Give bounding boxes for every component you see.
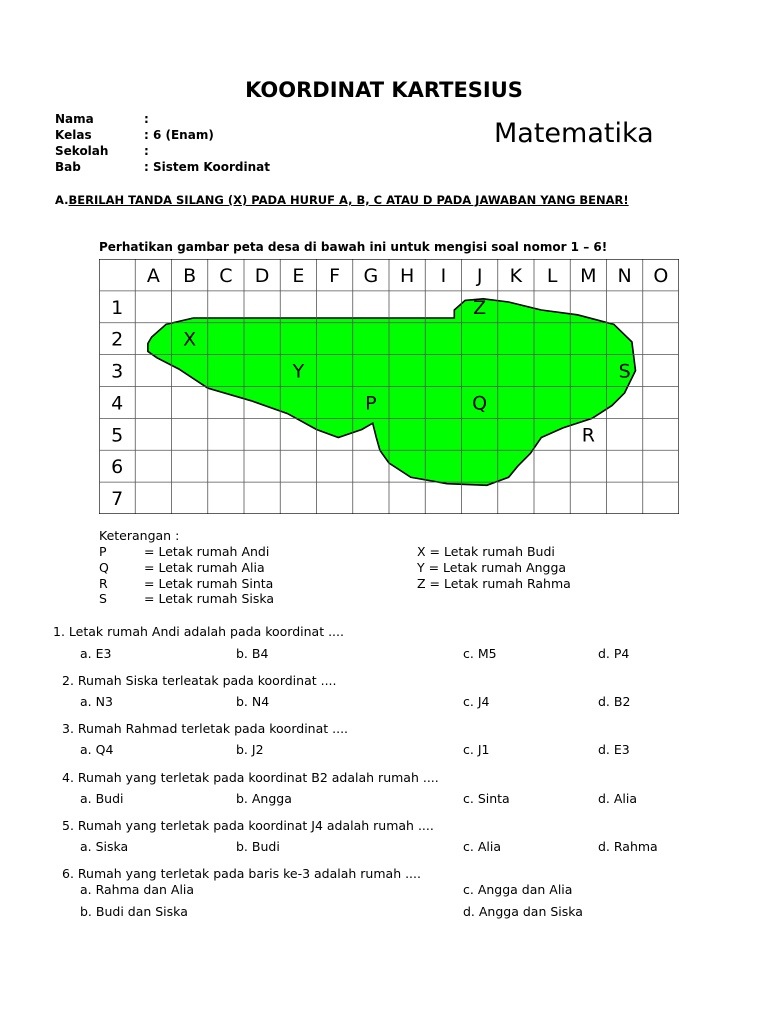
option-d[interactable]: d. Rahma — [598, 839, 658, 854]
option-d[interactable]: d. E3 — [598, 742, 630, 757]
identity-value-school: : — [144, 144, 149, 158]
option-d[interactable]: d. Angga dan Siska — [463, 904, 583, 919]
map-intro: Perhatikan gambar peta desa di bawah ini untuk mengisi soal nomor 1 – 6! — [99, 240, 608, 254]
row-header: 2 — [111, 328, 124, 351]
subject-heading: Matematika — [494, 118, 654, 149]
identity-value-chapter: : Sistem Koordinat — [144, 160, 271, 174]
legend-desc-q: = Letak rumah Alia — [144, 560, 265, 575]
option-a[interactable]: a. N3 — [80, 694, 113, 709]
option-c[interactable]: c. Alia — [463, 839, 501, 854]
instruction-text: BERILAH TANDA SILANG (X) PADA HURUF A, B, C ATAU D PADA JAWABAN YANG BENAR! — [68, 193, 629, 207]
identity-label-school: Sekolah — [55, 144, 109, 158]
column-header: B — [183, 264, 197, 287]
legend-heading: Keterangan : — [99, 528, 180, 543]
option-b[interactable]: b. Budi — [236, 839, 280, 854]
legend-key-p: P — [99, 544, 107, 559]
option-a[interactable]: a. E3 — [80, 646, 112, 661]
identity-label-class: Kelas — [55, 128, 92, 142]
option-b[interactable]: b. Angga — [236, 791, 292, 806]
legend-desc-p: = Letak rumah Andi — [144, 544, 270, 559]
column-header: F — [329, 264, 341, 287]
option-b[interactable]: b. B4 — [236, 646, 269, 661]
option-d[interactable]: d. B2 — [598, 694, 631, 709]
column-header: A — [146, 264, 160, 287]
column-header: K — [509, 264, 523, 287]
option-c[interactable]: c. Sinta — [463, 791, 510, 806]
column-header: G — [363, 264, 379, 287]
house-marker-r: R — [581, 424, 595, 447]
legend-right-x: X = Letak rumah Budi — [417, 544, 555, 559]
column-header: E — [292, 264, 305, 287]
village-region — [148, 296, 636, 486]
question-text: 2. Rumah Siska terleatak pada koordinat .... — [62, 673, 337, 688]
identity-label-chapter: Bab — [55, 160, 81, 174]
column-header: L — [546, 264, 558, 287]
column-header: O — [653, 264, 669, 287]
question-text: 1. Letak rumah Andi adalah pada koordinat .... — [53, 624, 344, 639]
legend-key-s: S — [99, 591, 107, 606]
question-text: 4. Rumah yang terletak pada koordinat B2 adalah rumah .... — [62, 770, 439, 785]
row-header: 4 — [111, 392, 124, 415]
column-header: H — [399, 264, 415, 287]
option-c[interactable]: c. J1 — [463, 742, 490, 757]
house-marker-y: Y — [292, 360, 305, 383]
house-marker-s: S — [618, 360, 631, 383]
house-marker-p: P — [365, 392, 377, 415]
page-title: KOORDINAT KARTESIUS — [245, 78, 523, 102]
column-header: N — [617, 264, 632, 287]
identity-value-class: : 6 (Enam) — [144, 128, 214, 142]
option-b[interactable]: b. N4 — [236, 694, 270, 709]
option-c[interactable]: c. J4 — [463, 694, 490, 709]
legend-desc-r: = Letak rumah Sinta — [144, 576, 274, 591]
instruction-prefix: A. — [55, 193, 69, 207]
row-header: 7 — [111, 488, 124, 511]
house-marker-z: Z — [473, 296, 487, 319]
identity-label-name: Nama — [55, 112, 94, 126]
column-header: J — [476, 264, 483, 287]
house-marker-x: X — [183, 328, 197, 351]
option-a[interactable]: a. Siska — [80, 839, 129, 854]
question-text: 3. Rumah Rahmad terletak pada koordinat .... — [62, 721, 349, 736]
question-text: 5. Rumah yang terletak pada koordinat J4 adalah rumah .... — [62, 818, 434, 833]
column-header: C — [219, 264, 233, 287]
row-header: 1 — [111, 296, 124, 319]
option-b[interactable]: b. Budi dan Siska — [80, 904, 188, 919]
column-header: I — [440, 264, 447, 287]
option-c[interactable]: c. M5 — [463, 646, 497, 661]
identity-value-name: : — [144, 112, 149, 126]
row-header: 3 — [111, 360, 124, 383]
house-marker-q: Q — [472, 392, 488, 415]
column-header: D — [254, 264, 270, 287]
row-header: 5 — [111, 424, 124, 447]
option-a[interactable]: a. Rahma dan Alia — [80, 882, 195, 897]
village-map-grid — [99, 259, 679, 514]
instruction — [55, 193, 629, 207]
option-d[interactable]: d. P4 — [598, 646, 630, 661]
column-header: M — [580, 264, 597, 287]
option-b[interactable]: b. J2 — [236, 742, 264, 757]
option-d[interactable]: d. Alia — [598, 791, 638, 806]
option-c[interactable]: c. Angga dan Alia — [463, 882, 573, 897]
question-text: 6. Rumah yang terletak pada baris ke-3 adalah rumah .... — [62, 866, 421, 881]
legend-right-y: Y = Letak rumah Angga — [417, 560, 567, 575]
legend-key-q: Q — [99, 560, 109, 575]
legend-key-r: R — [99, 576, 108, 591]
option-a[interactable]: a. Q4 — [80, 742, 114, 757]
row-header: 6 — [111, 456, 124, 479]
legend-desc-s: = Letak rumah Siska — [144, 591, 275, 606]
option-a[interactable]: a. Budi — [80, 791, 124, 806]
legend-right-z: Z = Letak rumah Rahma — [417, 576, 571, 591]
